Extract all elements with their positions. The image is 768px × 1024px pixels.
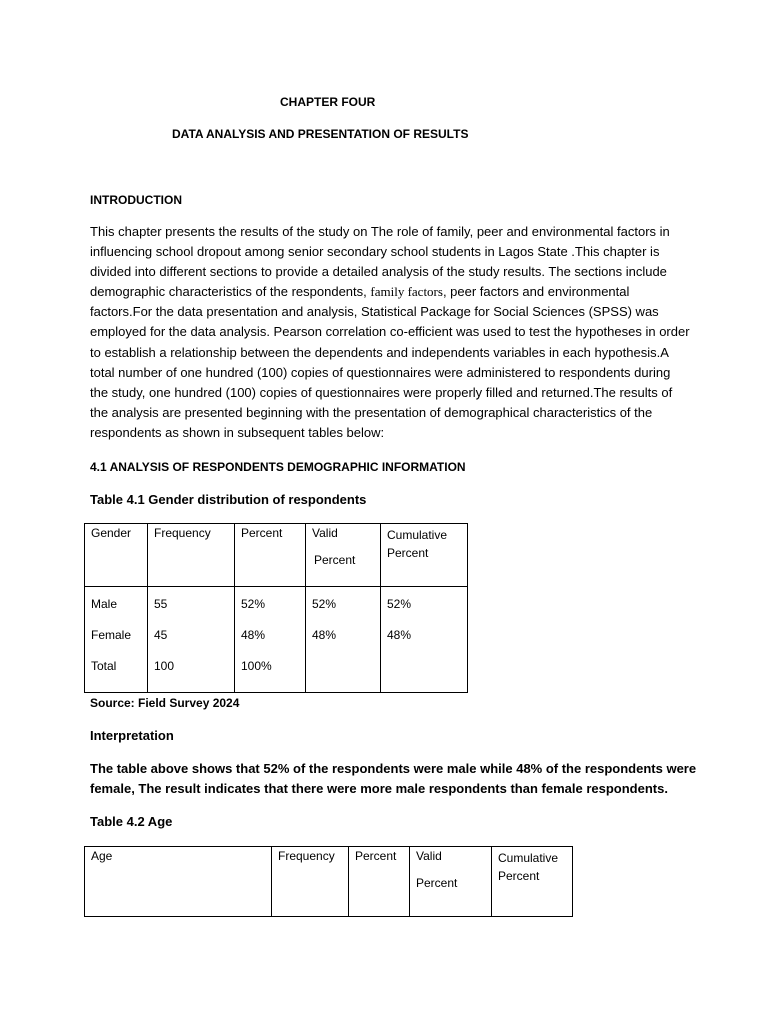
table-4-1-caption: Table 4.1 Gender distribution of respondents [90, 492, 367, 507]
header-cumulative-percent [381, 524, 468, 587]
cell-frequency: 55 [154, 597, 168, 611]
cell-valid: 48% [312, 628, 337, 642]
paragraph-line: the study, one hundred (100) copies of questionnaires were properly filled and returned.The results of [90, 384, 673, 400]
cell-cumulative: 48% [387, 628, 412, 642]
paragraph-line: employed for the data analysis. Pearson correlation co-efficient was used to test the hypotheses in order [90, 324, 690, 340]
percent-cell [235, 587, 306, 693]
frequency-cell [148, 587, 235, 693]
paragraph-line: respondents as shown in subsequent tables below: [90, 424, 385, 440]
introduction-paragraph [90, 222, 690, 443]
header-valid-line: Valid [416, 849, 442, 863]
header-cumulative-line: Percent [387, 546, 429, 560]
table-header-row [85, 524, 468, 587]
header-valid-line: Valid [312, 526, 338, 540]
paragraph-line: the analysis are presented beginning with the presentation of demographical characteristics of the [90, 404, 653, 420]
valid-percent-cell [306, 587, 381, 693]
paragraph-fragment: demographic characteristics of the respondents, [90, 284, 367, 300]
header-age: Age [85, 847, 272, 917]
age-table [84, 846, 573, 917]
header-valid-percent [306, 524, 381, 587]
header-gender: Gender [85, 524, 148, 587]
cell-percent: 52% [241, 597, 266, 611]
cell-total: Total [91, 659, 117, 673]
cell-cumulative: 52% [387, 597, 412, 611]
interpretation-line: The table above shows that 52% of the respondents were male while 48% of the respondents were [90, 761, 697, 776]
gender-table [84, 523, 468, 693]
section-4-1-heading: 4.1 ANALYSIS OF RESPONDENTS DEMOGRAPHIC INFORMATION [90, 460, 466, 474]
header-valid-percent [410, 847, 492, 917]
chapter-subtitle: DATA ANALYSIS AND PRESENTATION OF RESULTS [172, 127, 469, 141]
paragraph-line: divided into different sections to provide a detailed analysis of the study results. The sections include [90, 264, 667, 280]
paragraph-fragment-serif: family factors [370, 284, 443, 300]
header-valid-line: Percent [314, 553, 356, 567]
gender-labels-cell [85, 587, 148, 693]
header-percent: Percent [235, 524, 306, 587]
table-source: Source: Field Survey 2024 [90, 696, 240, 710]
cell-valid: 52% [312, 597, 337, 611]
header-frequency: Frequency [148, 524, 235, 587]
cell-percent: 48% [241, 628, 266, 642]
paragraph-line: total number of one hundred (100) copies of questionnaires were administered to respondents during [90, 364, 671, 380]
paragraph-line: factors.For the data presentation and analysis, Statistical Package for Social Sciences (SPSS) was [90, 304, 659, 320]
header-frequency: Frequency [272, 847, 349, 917]
cell-frequency: 45 [154, 628, 168, 642]
introduction-heading: INTRODUCTION [90, 193, 182, 207]
cell-frequency: 100 [154, 659, 175, 673]
header-cumulative-line: Cumulative [387, 528, 448, 542]
paragraph-line: This chapter presents the results of the study on The role of family, peer and environmental factors in [90, 224, 670, 239]
chapter-title: CHAPTER FOUR [280, 95, 376, 109]
table-body-row [85, 587, 468, 693]
paragraph-line: influencing school dropout among senior secondary school students in Lagos State .This chapter is [90, 244, 660, 260]
header-valid-line: Percent [416, 876, 458, 890]
table-header-row [85, 847, 573, 917]
cumulative-percent-cell [381, 587, 468, 693]
header-cumulative-percent [492, 847, 573, 917]
header-cumulative-line: Percent [498, 869, 540, 883]
paragraph-line: to establish a relationship between the dependents and independents variables in each hypothesis.A [90, 344, 669, 360]
paragraph-fragment: , peer factors and environmental [442, 284, 630, 300]
table-4-2-caption: Table 4.2 Age [90, 814, 173, 829]
header-cumulative-line: Cumulative [498, 851, 559, 865]
interpretation-line: female, The result indicates that there were more male respondents than female respondents. [90, 781, 668, 796]
cell-percent: 100% [241, 659, 272, 673]
header-percent: Percent [349, 847, 410, 917]
interpretation-heading: Interpretation [90, 728, 174, 743]
cell-female: Female [91, 628, 132, 642]
paragraph-line [90, 282, 670, 302]
cell-male: Male [91, 597, 118, 611]
